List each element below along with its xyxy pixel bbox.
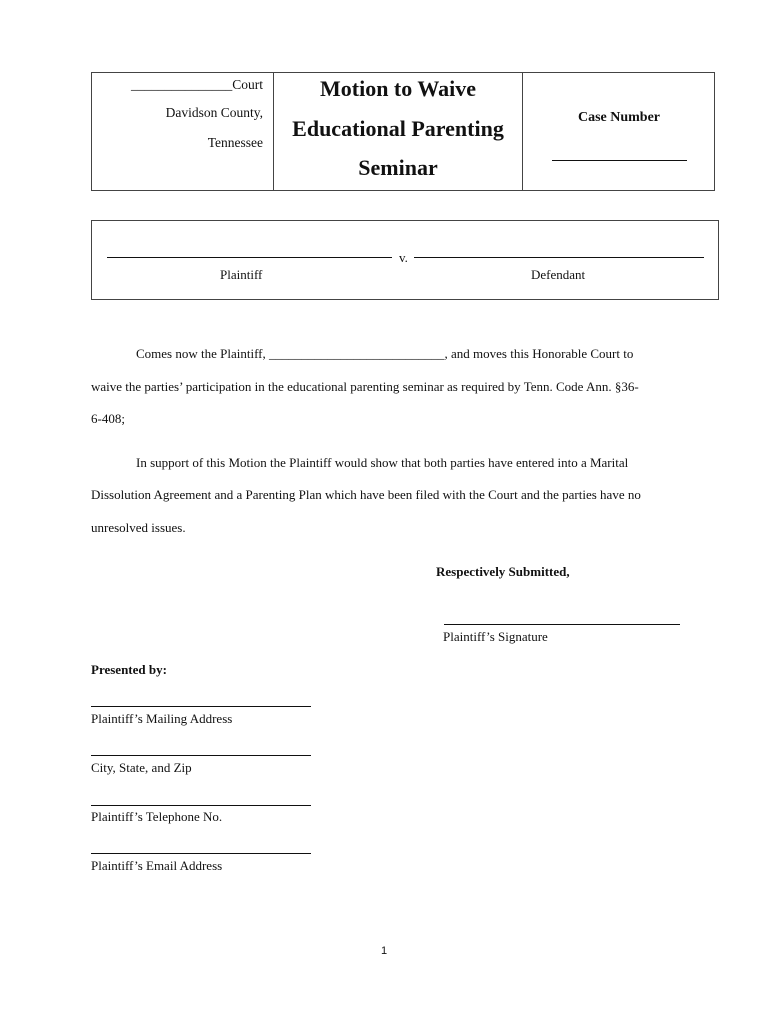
telephone-field[interactable] [91, 805, 311, 806]
caption-table [91, 72, 715, 191]
document-title-line-3: Seminar [358, 155, 438, 180]
city-state-zip-field[interactable] [91, 755, 311, 756]
county-text: Davidson County, [165, 105, 263, 120]
paragraph-2-line-2: Dissolution Agreement and a Parenting Plan which have been filed with the Court and the parties have no [91, 487, 641, 502]
defendant-name-field[interactable] [414, 257, 704, 258]
signature-field[interactable] [444, 624, 680, 625]
mailing-address-label: Plaintiff’s Mailing Address [91, 711, 233, 726]
page-number: 1 [381, 945, 388, 957]
telephone-label: Plaintiff’s Telephone No. [91, 809, 223, 824]
case-number-cell [523, 73, 715, 190]
email-label: Plaintiff’s Email Address [91, 858, 223, 873]
court-cell [92, 73, 273, 190]
mailing-address-field[interactable] [91, 706, 311, 707]
paragraph-2-line-3: unresolved issues. [91, 520, 186, 535]
city-state-zip-label: City, State, and Zip [91, 760, 192, 775]
versus-text: v. [399, 250, 408, 265]
parties-box [91, 220, 719, 300]
court-name-field[interactable]: _______________Court [130, 77, 263, 92]
plaintiff-name-field[interactable] [107, 257, 392, 258]
paragraph-1-line-1: Comes now the Plaintiff, ___________________________, and moves this Honorable Court to [136, 346, 634, 361]
document-title-line-2: Educational Parenting [292, 116, 504, 141]
case-number-field[interactable] [552, 160, 687, 161]
paragraph-1-line-2: waive the parties’ participation in the educational parenting seminar as required by Tenn. Code Ann. §36- [91, 379, 639, 394]
paragraph-1-line-3: 6-408; [91, 411, 125, 426]
respectively-submitted: Respectively Submitted, [436, 564, 570, 579]
presented-by-heading: Presented by: [91, 662, 167, 677]
signature-label: Plaintiff’s Signature [443, 629, 548, 644]
plaintiff-label: Plaintiff [220, 267, 263, 282]
title-cell [273, 73, 523, 190]
paragraph-2-line-1: In support of this Motion the Plaintiff would show that both parties have entered into a Marital [136, 455, 629, 470]
defendant-label: Defendant [531, 267, 586, 282]
state-text: Tennessee [207, 135, 263, 150]
document-title-line-1: Motion to Waive [319, 76, 477, 101]
email-field[interactable] [91, 853, 311, 854]
case-number-label: Case Number [577, 110, 661, 125]
